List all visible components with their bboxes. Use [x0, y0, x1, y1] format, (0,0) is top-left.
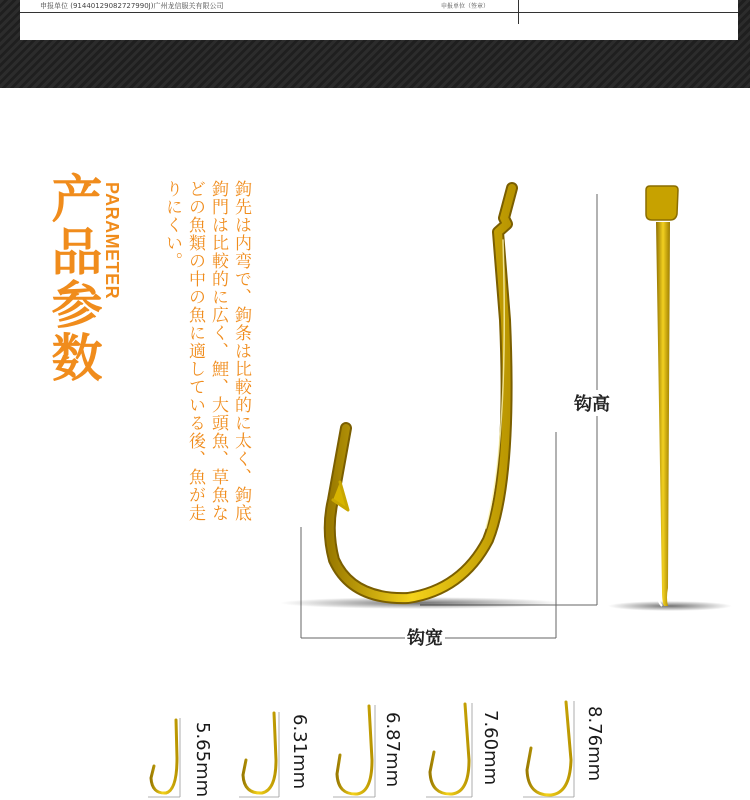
- parameter-title: PARAMETER: [102, 182, 122, 300]
- certificate-applicant: 申报单位 (91440129082727990J)广州龙信服关有限公司: [40, 2, 224, 10]
- product-params-title: 产品参数: [42, 172, 101, 384]
- size-hook-3: [337, 706, 372, 794]
- size-label-4: 7.60mm: [480, 710, 501, 786]
- size-hook-1: [151, 720, 177, 793]
- side-hook: [646, 186, 678, 606]
- side-hook-shadow: [608, 601, 732, 611]
- hook-height-label: 钩高: [572, 390, 612, 416]
- size-hooks: [151, 702, 571, 798]
- main-hook: [330, 188, 512, 598]
- size-label-5: 8.76mm: [584, 706, 605, 782]
- product-description: 鉤先は内弯で、鉤条は比較的に太く、鉤底鉤門は比較的に広く、鯉、大頭魚、草魚などの魚類の中の魚に適している後、魚が走りにくい。: [162, 180, 251, 522]
- hook-width-label: 钩宽: [405, 624, 445, 650]
- size-hook-5: [527, 702, 571, 795]
- size-label-2: 6.31mm: [289, 714, 310, 790]
- certificate-seal-label: 申报单位（签章）: [441, 3, 490, 10]
- size-label-3: 6.87mm: [382, 712, 403, 788]
- size-hook-2: [243, 713, 276, 793]
- size-label-1: 5.65mm: [192, 722, 213, 798]
- size-hook-4: [430, 704, 469, 794]
